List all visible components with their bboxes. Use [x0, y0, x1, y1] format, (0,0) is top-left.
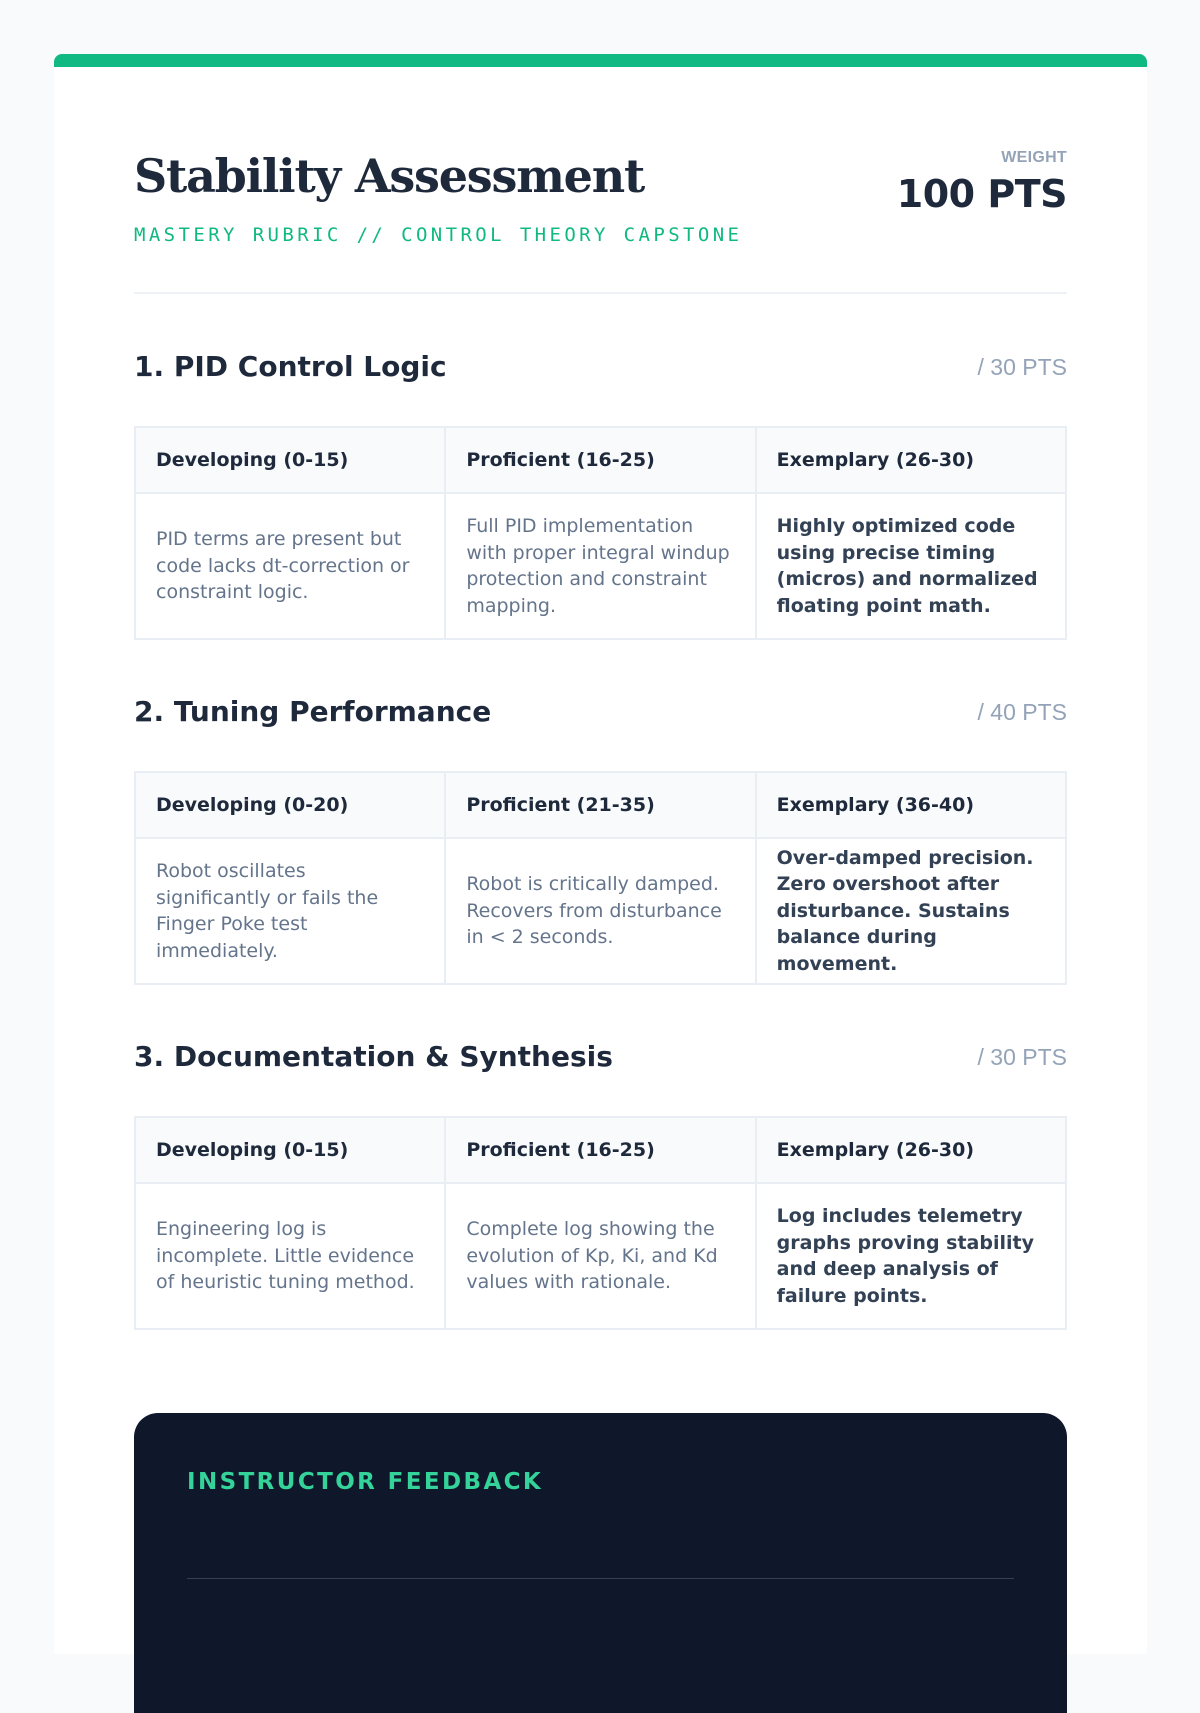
feedback-divider — [187, 1578, 1014, 1579]
section-points: / 40 PTS — [977, 699, 1067, 725]
table-header-row — [135, 1117, 1066, 1183]
level-description-proficient: Full PID implementation with proper integral windup protection and constraint mapping. — [445, 493, 755, 639]
level-header-exemplary: Exemplary (26-30) — [756, 1117, 1066, 1183]
rubric-header — [134, 67, 1067, 294]
section-header — [134, 1037, 1067, 1077]
rubric-table — [134, 1116, 1067, 1330]
level-header-proficient: Proficient (16-25) — [445, 427, 755, 493]
section-header — [134, 692, 1067, 732]
page-subtitle: MASTERY RUBRIC // CONTROL THEORY CAPSTONE — [134, 224, 743, 246]
rubric-content — [134, 67, 1067, 1307]
section-title: 3. Documentation & Synthesis — [134, 1040, 613, 1073]
section-title: 1. PID Control Logic — [134, 350, 447, 383]
table-header-row — [135, 772, 1066, 838]
level-header-exemplary: Exemplary (36-40) — [756, 772, 1066, 838]
level-description-exemplary: Log includes telemetry graphs proving stability and deep analysis of failure points. — [756, 1183, 1066, 1329]
rubric-card — [54, 54, 1147, 1654]
rubric-table — [134, 426, 1067, 640]
level-header-developing: Developing (0-15) — [135, 1117, 445, 1183]
section-points: / 30 PTS — [977, 354, 1067, 380]
level-description-developing: PID terms are present but code lacks dt-correction or constraint logic. — [135, 493, 445, 639]
level-description-developing: Robot oscillates significantly or fails the Finger Poke test immediately. — [135, 838, 445, 984]
level-description-exemplary: Over-damped precision. Zero overshoot after disturbance. Sustains balance during movement. — [756, 838, 1066, 984]
table-header-row — [135, 427, 1066, 493]
level-header-proficient: Proficient (21-35) — [445, 772, 755, 838]
section-documentation-synthesis — [134, 1037, 1067, 1307]
level-description-proficient: Complete log showing the evolution of Kp, Ki, and Kd values with rationale. — [445, 1183, 755, 1329]
level-header-developing: Developing (0-15) — [135, 427, 445, 493]
level-header-proficient: Proficient (16-25) — [445, 1117, 755, 1183]
section-pid-control-logic — [134, 347, 1067, 617]
table-row — [135, 1183, 1066, 1329]
section-tuning-performance — [134, 692, 1067, 975]
feedback-title: INSTRUCTOR FEEDBACK — [187, 1469, 544, 1495]
level-header-exemplary: Exemplary (26-30) — [756, 427, 1066, 493]
section-points: / 30 PTS — [977, 1044, 1067, 1070]
weight-label: WEIGHT — [1001, 149, 1067, 166]
rubric-table — [134, 771, 1067, 985]
level-description-developing: Engineering log is incomplete. Little evidence of heuristic tuning method. — [135, 1183, 445, 1329]
table-row — [135, 493, 1066, 639]
section-header — [134, 347, 1067, 387]
weight-value: 100 PTS — [896, 172, 1067, 216]
level-description-exemplary: Highly optimized code using precise timing (micros) and normalized floating point math. — [756, 493, 1066, 639]
section-title: 2. Tuning Performance — [134, 695, 492, 728]
instructor-feedback-panel — [134, 1413, 1067, 1713]
page-title: Stability Assessment — [134, 149, 645, 203]
level-header-developing: Developing (0-20) — [135, 772, 445, 838]
level-description-proficient: Robot is critically damped. Recovers from disturbance in < 2 seconds. — [445, 838, 755, 984]
table-row — [135, 838, 1066, 984]
